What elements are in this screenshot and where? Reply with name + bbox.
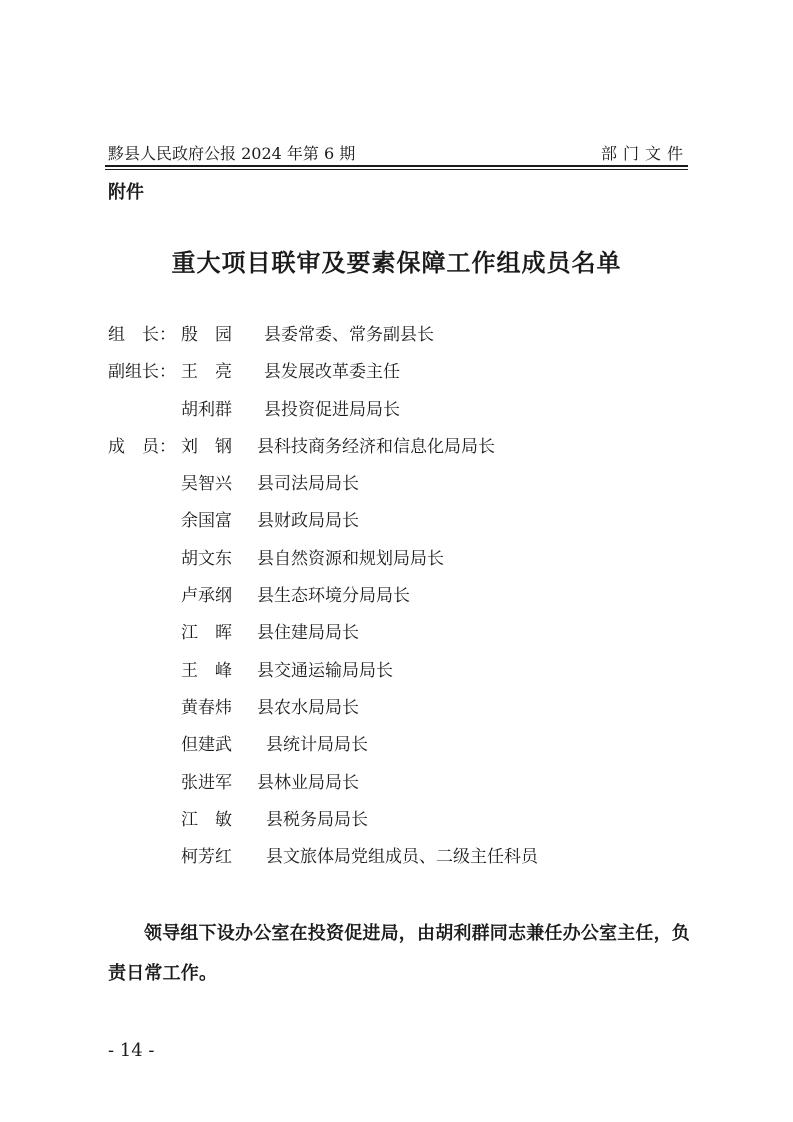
member-title: 县文旅体局党组成员、二级主任科员 bbox=[266, 847, 538, 868]
member-name: 刘 钢 bbox=[181, 436, 232, 457]
member-name: 王 峰 bbox=[181, 660, 232, 681]
member-role: 组 长： bbox=[108, 325, 176, 345]
document-title: 重大项目联审及要素保障工作组成员名单 bbox=[171, 248, 622, 277]
member-title: 县农水局局长 bbox=[257, 697, 359, 718]
member-title: 县投资促进局局长 bbox=[264, 399, 400, 420]
attachment-label: 附件 bbox=[108, 182, 144, 203]
member-name: 江 敏 bbox=[181, 809, 232, 830]
office-note: 领导组下设办公室在投资促进局，由胡利群同志兼任办公室主任，负责日常工作。 bbox=[108, 923, 690, 984]
section-header: 部门文件 bbox=[600, 144, 689, 163]
member-title: 县统计局局长 bbox=[266, 735, 368, 756]
member-title: 县交通运输局局长 bbox=[257, 660, 393, 681]
member-name: 王 亮 bbox=[181, 362, 232, 383]
member-name: 柯芳红 bbox=[181, 847, 232, 868]
member-name: 殷 园 bbox=[181, 325, 232, 345]
member-role: 副组长： bbox=[108, 362, 176, 383]
member-title: 县生态环境分局局长 bbox=[257, 586, 410, 607]
member-name: 但建武 bbox=[181, 735, 232, 756]
member-title: 县税务局局长 bbox=[266, 809, 368, 830]
member-name: 张进军 bbox=[181, 772, 232, 793]
member-title: 县林业局局长 bbox=[257, 772, 359, 793]
member-title: 县自然资源和规划局局长 bbox=[257, 548, 444, 569]
member-title: 县住建局局长 bbox=[257, 623, 359, 644]
member-name: 吴智兴 bbox=[181, 474, 232, 495]
member-name: 黄春炜 bbox=[181, 697, 232, 718]
header-rule-thin bbox=[105, 169, 688, 170]
member-name: 江 晖 bbox=[181, 623, 232, 644]
member-title: 县司法局局长 bbox=[257, 474, 359, 495]
bulletin-header: 黟县人民政府公报 2024 年第 6 期 bbox=[108, 144, 356, 163]
member-name: 胡文东 bbox=[181, 548, 232, 569]
member-name: 卢承纲 bbox=[181, 586, 232, 607]
header-rule-thick bbox=[105, 165, 688, 167]
member-name: 胡利群 bbox=[181, 399, 232, 420]
member-role: 成 员： bbox=[108, 436, 176, 457]
member-name: 余国富 bbox=[181, 511, 232, 532]
member-title: 县发展改革委主任 bbox=[264, 362, 400, 383]
member-title: 县财政局局长 bbox=[257, 511, 359, 532]
member-title: 县科技商务经济和信息化局局长 bbox=[257, 436, 495, 457]
member-title: 县委常委、常务副县长 bbox=[264, 325, 434, 345]
page-number: - 14 - bbox=[108, 1040, 155, 1061]
